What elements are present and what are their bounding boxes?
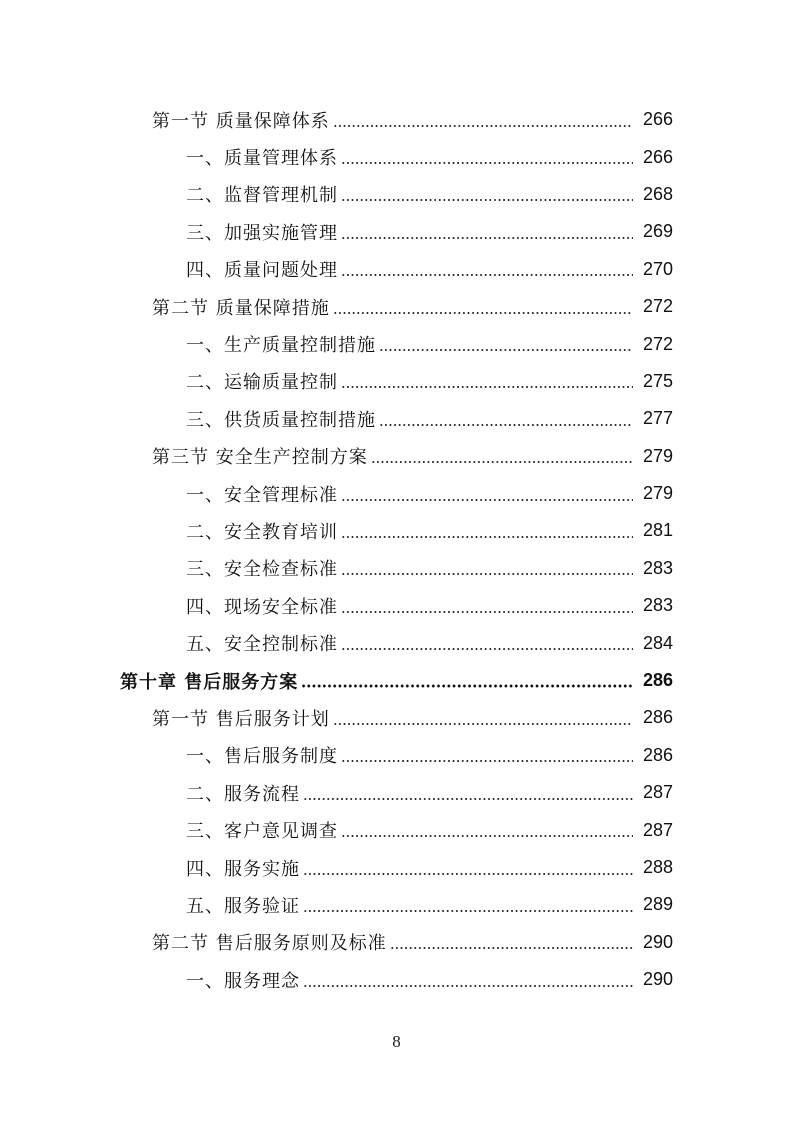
dot-leader xyxy=(333,111,633,129)
dot-leader xyxy=(371,447,633,465)
toc-entry-title: 一、质量管理体系 xyxy=(186,148,338,170)
dot-leader xyxy=(341,746,633,764)
toc-entry-item[interactable] xyxy=(0,400,793,437)
toc-entry-item[interactable] xyxy=(0,624,793,661)
toc-entry-item[interactable] xyxy=(0,138,793,175)
dot-leader xyxy=(379,335,633,353)
toc-entry-section[interactable] xyxy=(0,438,793,475)
toc-entry-section[interactable] xyxy=(0,101,793,138)
toc-entry-page: 269 xyxy=(642,221,673,242)
toc-entry-page: 266 xyxy=(642,109,673,130)
dot-leader xyxy=(303,971,633,989)
dot-leader xyxy=(341,597,633,615)
dot-leader xyxy=(341,485,633,503)
toc-entry-page: 279 xyxy=(642,483,673,504)
toc-entry-item[interactable] xyxy=(0,325,793,362)
dot-leader xyxy=(341,559,633,577)
toc-entry-title: 第一节 质量保障体系 xyxy=(152,110,330,132)
dot-leader xyxy=(341,260,633,278)
toc-entry-title: 三、加强实施管理 xyxy=(186,222,338,244)
toc-entry-title: 四、现场安全标准 xyxy=(186,596,338,618)
dot-leader xyxy=(333,298,633,316)
dot-leader xyxy=(341,634,633,652)
toc-entry-page: 289 xyxy=(642,894,673,915)
dot-leader xyxy=(390,933,633,951)
toc-entry-title: 二、安全教育培训 xyxy=(186,521,338,543)
dot-leader xyxy=(303,896,633,914)
toc-entry-title: 三、安全检查标准 xyxy=(186,559,338,581)
toc-entry-title: 四、质量问题处理 xyxy=(186,260,338,282)
toc-entry-title: 五、服务验证 xyxy=(186,895,300,917)
toc-entry-item[interactable] xyxy=(0,737,793,774)
toc-entry-item[interactable] xyxy=(0,811,793,848)
toc-entry-page: 283 xyxy=(642,557,673,578)
toc-entry-page: 270 xyxy=(642,258,673,279)
toc-entry-title: 第一节 售后服务计划 xyxy=(152,708,330,730)
toc-entry-page: 286 xyxy=(642,744,673,765)
toc-entry-chapter[interactable] xyxy=(0,662,793,699)
toc-entry-item[interactable] xyxy=(0,512,793,549)
toc-entry-section[interactable] xyxy=(0,699,793,736)
toc-entry-title: 第三节 安全生产控制方案 xyxy=(152,447,368,469)
dot-leader xyxy=(333,709,633,727)
toc-entry-page: 287 xyxy=(642,782,673,803)
toc-entry-title: 二、服务流程 xyxy=(186,783,300,805)
toc-entry-item[interactable] xyxy=(0,774,793,811)
toc-entry-title: 一、服务理念 xyxy=(186,970,300,992)
toc-entry-page: 287 xyxy=(642,819,673,840)
dot-leader xyxy=(341,185,633,203)
toc-entry-page: 266 xyxy=(642,146,673,167)
toc-entry-page: 268 xyxy=(642,183,673,204)
toc-entry-page: 290 xyxy=(642,931,673,952)
toc-entry-title: 第二节 质量保障措施 xyxy=(152,297,330,319)
toc-entry-page: 272 xyxy=(642,296,673,317)
toc-entry-item[interactable] xyxy=(0,961,793,998)
toc-entry-section[interactable] xyxy=(0,924,793,961)
toc-entry-page: 277 xyxy=(642,408,673,429)
toc-entry-page: 284 xyxy=(642,632,673,653)
toc-entry-page: 286 xyxy=(642,707,673,728)
toc-entry-page: 275 xyxy=(642,370,673,391)
toc-entry-page: 290 xyxy=(642,969,673,990)
toc-entry-item[interactable] xyxy=(0,176,793,213)
toc-entry-title: 五、安全控制标准 xyxy=(186,634,338,656)
dot-leader xyxy=(301,672,633,690)
toc-entry-page: 272 xyxy=(642,333,673,354)
dot-leader xyxy=(341,821,633,839)
dot-leader xyxy=(303,784,633,802)
dot-leader xyxy=(341,148,633,166)
dot-leader xyxy=(341,522,633,540)
dot-leader xyxy=(341,223,633,241)
dot-leader xyxy=(379,410,633,428)
toc-entry-item[interactable] xyxy=(0,550,793,587)
toc-entry-title: 三、供货质量控制措施 xyxy=(186,409,376,431)
toc-entry-title: 三、客户意见调查 xyxy=(186,821,338,843)
dot-leader xyxy=(303,859,633,877)
toc-entry-title: 二、监督管理机制 xyxy=(186,185,338,207)
toc-entry-page: 281 xyxy=(642,520,673,541)
toc-entry-title: 一、安全管理标准 xyxy=(186,484,338,506)
toc-entry-item[interactable] xyxy=(0,886,793,923)
toc-entry-title: 四、服务实施 xyxy=(186,858,300,880)
toc-entry-item[interactable] xyxy=(0,849,793,886)
toc-entry-item[interactable] xyxy=(0,587,793,624)
toc-entry-page: 286 xyxy=(642,670,673,691)
toc-entry-item[interactable] xyxy=(0,251,793,288)
table-of-contents xyxy=(0,101,793,998)
toc-entry-page: 288 xyxy=(642,857,673,877)
page-number: 8 xyxy=(392,1032,401,1051)
toc-entry-page: 283 xyxy=(642,595,673,616)
toc-entry-title: 一、生产质量控制措施 xyxy=(186,335,376,357)
toc-entry-item[interactable] xyxy=(0,363,793,400)
toc-entry-item[interactable] xyxy=(0,213,793,250)
toc-entry-title: 第十章 售后服务方案 xyxy=(120,671,299,693)
toc-entry-title: 一、售后服务制度 xyxy=(186,746,338,768)
toc-entry-title: 二、运输质量控制 xyxy=(186,372,338,394)
toc-entry-title: 第二节 售后服务原则及标准 xyxy=(152,933,387,955)
toc-entry-page: 279 xyxy=(642,445,673,466)
dot-leader xyxy=(341,372,633,390)
toc-entry-item[interactable] xyxy=(0,475,793,512)
toc-entry-section[interactable] xyxy=(0,288,793,325)
